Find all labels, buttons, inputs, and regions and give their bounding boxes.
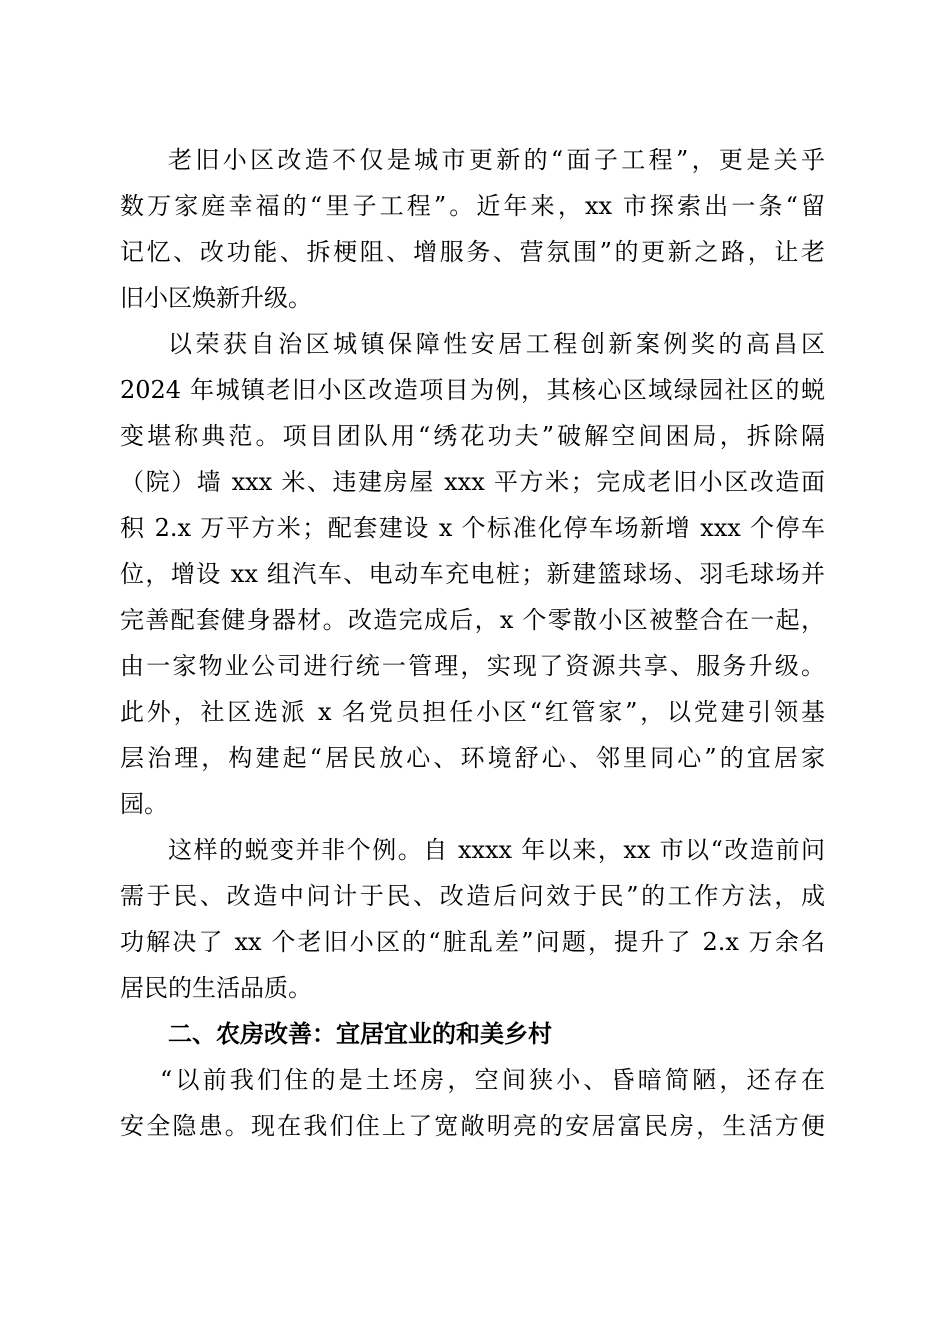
paragraph-2-line-6: 位，增设 xx 组汽车、电动车充电桩；新建篮球场、羽毛球场并 (120, 560, 825, 588)
paragraph-1-line-4: 旧小区焕新升级。 (120, 284, 312, 312)
paragraph-2-line-11: 园。 (120, 790, 168, 818)
paragraph-4-line-1: “以前我们住的是土坯房，空间狭小、昏暗简陋，还存在 (160, 1066, 825, 1094)
section-heading: 二、农房改善：宜居宜业的和美乡村 (168, 1020, 552, 1048)
paragraph-2-line-2: 2024 年城镇老旧小区改造项目为例，其核心区域绿园社区的蜕 (120, 376, 825, 404)
paragraph-2-line-9: 此外，社区选派 x 名党员担任小区“红管家”，以党建引领基 (120, 698, 825, 726)
paragraph-2-line-3: 变堪称典范。项目团队用“绣花功夫”破解空间困局，拆除隔 (120, 422, 825, 450)
paragraph-3-line-2: 需于民、改造中问计于民、改造后问效于民”的工作方法，成 (120, 882, 825, 910)
paragraph-1-line-2: 数万家庭幸福的“里子工程”。近年来，xx 市探索出一条“留 (120, 192, 825, 220)
paragraph-4-line-2: 安全隐患。现在我们住上了宽敞明亮的安居富民房，生活方便 (120, 1112, 825, 1140)
paragraph-2-line-1: 以荣获自治区城镇保障性安居工程创新案例奖的高昌区 (168, 330, 825, 358)
paragraph-2-line-7: 完善配套健身器材。改造完成后，x 个零散小区被整合在一起， (120, 606, 825, 634)
paragraph-2-line-4: （院）墙 xxx 米、违建房屋 xxx 平方米；完成老旧小区改造面 (120, 468, 825, 496)
paragraph-2-line-8: 由一家物业公司进行统一管理，实现了资源共享、服务升级。 (120, 652, 825, 680)
paragraph-1-line-3: 记忆、改功能、拆梗阻、增服务、营氛围”的更新之路，让老 (120, 238, 825, 266)
paragraph-2-line-10: 层治理，构建起“居民放心、环境舒心、邻里同心”的宜居家 (120, 744, 825, 772)
paragraph-3-line-1: 这样的蜕变并非个例。自 xxxx 年以来，xx 市以“改造前问 (168, 836, 825, 864)
paragraph-1-line-1: 老旧小区改造不仅是城市更新的“面子工程”，更是关乎 (168, 146, 825, 174)
paragraph-3-line-3: 功解决了 xx 个老旧小区的“脏乱差”问题，提升了 2.x 万余名 (120, 928, 825, 956)
paragraph-3-line-4: 居民的生活品质。 (120, 974, 312, 1002)
paragraph-2-line-5: 积 2.x 万平方米；配套建设 x 个标准化停车场新增 xxx 个停车 (120, 514, 825, 542)
